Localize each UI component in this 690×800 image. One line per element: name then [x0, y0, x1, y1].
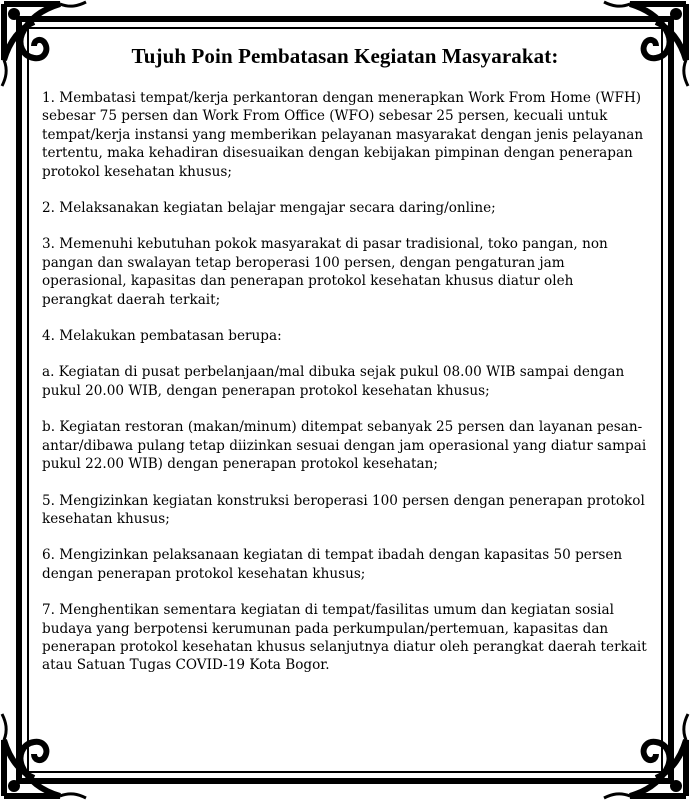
list-item: 6. Mengizinkan pelaksanaan kegiatan di tempat ibadah dengan kapasitas 50 persen dengan penerapan protokol kesehatan khusus; [42, 547, 623, 582]
list-item: a. Kegiatan di pusat perbelanjaan/mal dibuka sejak pukul 08.00 WIB sampai dengan pukul 20.00 WIB, dengan penerapan protokol kesehatan khusus; [42, 364, 625, 399]
list-item: 1. Membatasi tempat/kerja perkantoran dengan menerapkan Work From Home (WFH) sebesar 75 persen dan Work From Office (WFO) sebesar 25 persen, kecuali untuk tempat/kerja instansi yang memberikan pelayanan masyarakat dengan jenis pelayanan tertentu, maka kehadiran disesuaikan dengan kebijakan pimpinan dengan penerapan protokol kesehatan khusus; [42, 90, 644, 180]
list-item: 5. Mengizinkan kegiatan konstruksi beroperasi 100 persen dengan penerapan protokol kesehatan khusus; [42, 492, 645, 527]
list-item: 3. Memenuhi kebutuhan pokok masyarakat di pasar tradisional, toko pangan, non pangan dan swalayan tetap beroperasi 100 persen, dengan pengaturan jam operasional, kapasitas dan penerapan protokol kesehatan khusus diatur oleh perangkat daerah terkait; [42, 236, 608, 308]
corner-ornament-bottom-left [0, 680, 120, 800]
document-body [42, 44, 648, 693]
corner-ornament-bottom-right [570, 680, 690, 800]
list-item: 7. Menghentikan sementara kegiatan di tempat/fasilitas umum dan kegiatan sosial budaya yang berpotensi kerumunan pada perkumpulan/pertemuan, kapasitas dan penerapan protokol kesehatan khusus selanjutnya diatur oleh perangkat daerah terkait atau Satuan Tugas COVID-19 Kota Bogor. [42, 602, 647, 674]
list-item: b. Kegiatan restoran (makan/minum) ditempat sebanyak 25 persen dan layanan pesan-antar/dibawa pulang tetap diizinkan sesuai dengan jam operasional yang diatur sampai pukul 22.00 WIB) dengan penerapan protokol kesehatan; [42, 419, 647, 473]
list-item: 2. Melaksanakan kegiatan belajar mengajar secara daring/online; [42, 200, 496, 217]
page-title: Tujuh Poin Pembatasan Kegiatan Masyarakat: [131, 44, 559, 68]
list-item: 4. Melakukan pembatasan berupa: [42, 328, 282, 345]
